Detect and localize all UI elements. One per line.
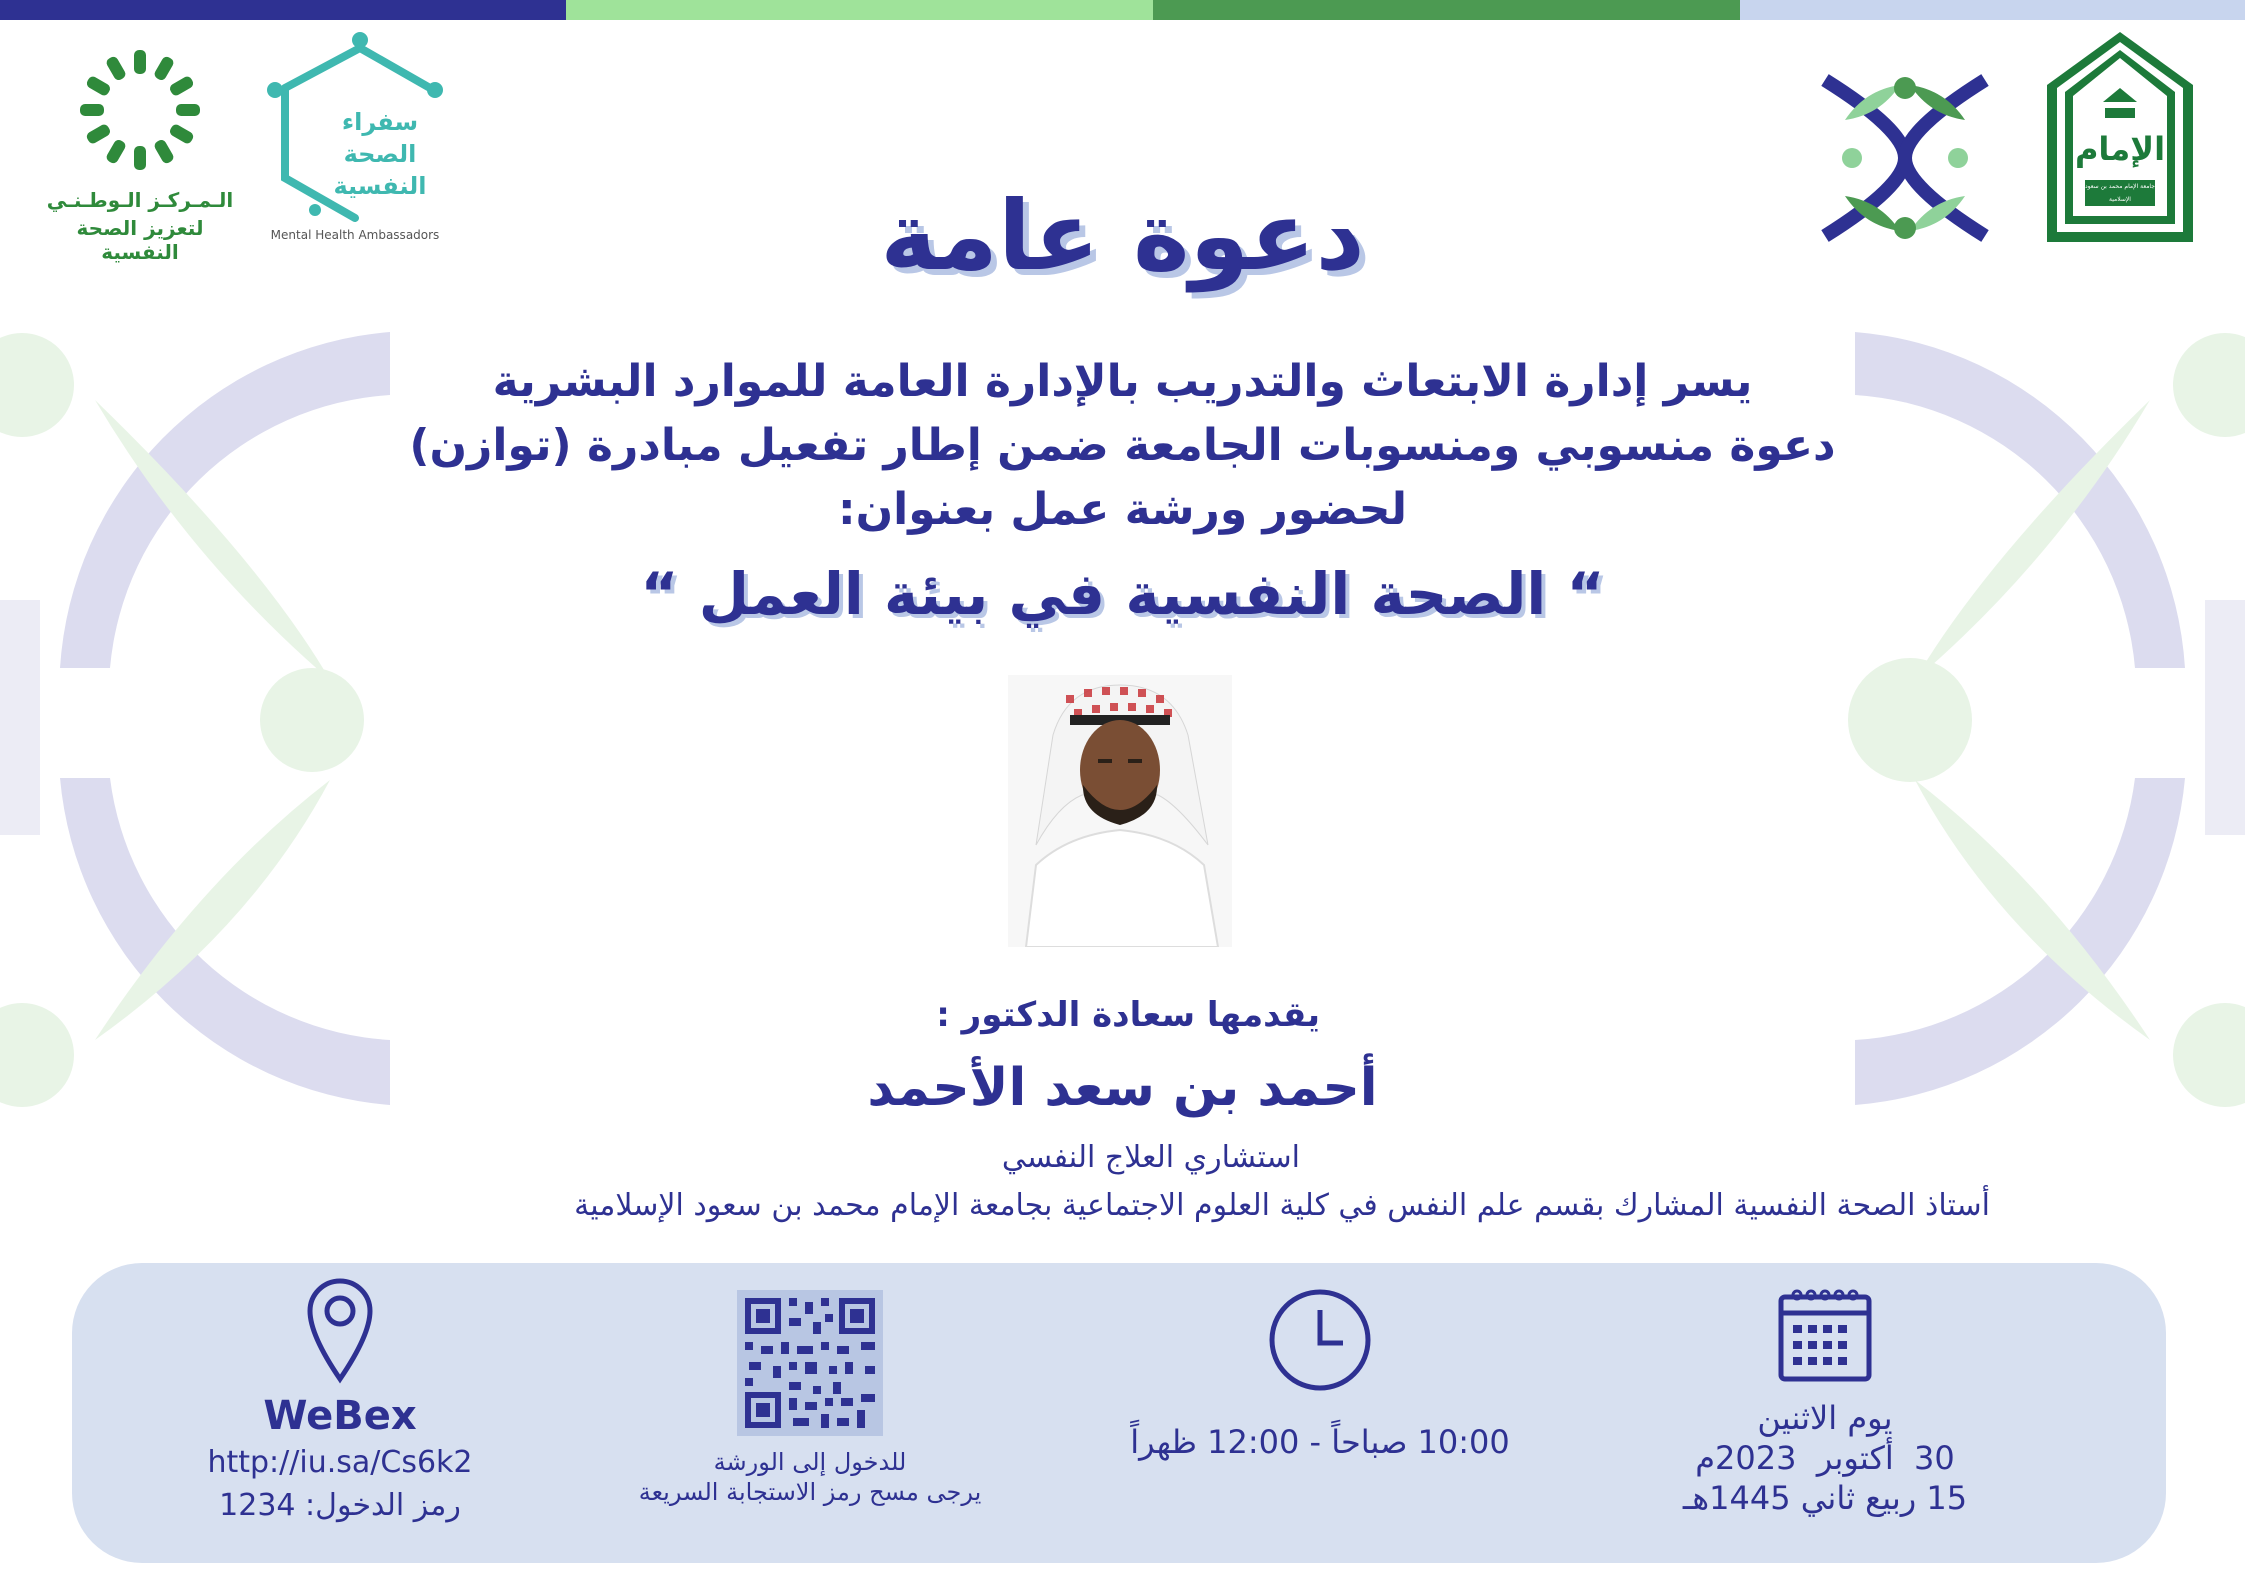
page-title: دعوة عامة	[880, 180, 1365, 292]
date-block	[1640, 1285, 2010, 1517]
ambassadors-line1: سفراء	[341, 108, 419, 136]
date-day: يوم الاثنين	[1757, 1399, 1893, 1437]
presenter-role: استشاري العلاج النفسي	[1001, 1140, 1300, 1175]
location-platform: WeBex	[263, 1393, 417, 1439]
location-block	[170, 1275, 510, 1523]
date-hijri: 15 ربيع ثاني 1445هـ	[1682, 1479, 1968, 1517]
flower-emblem-icon	[40, 40, 240, 180]
date-gregorian: 30 أكتوبر 2023م	[1695, 1439, 1955, 1477]
presenter-affiliation: أستاذ الصحة النفسية المشارك بقسم علم النفس في كلية العلوم الاجتماعية بجامعة الإمام محمد بن سعود الإسلامية	[574, 1188, 1990, 1223]
national-center-line2: لتعزيز الصحة النفسية	[76, 216, 204, 264]
ambassadors-line2: الصحة	[343, 140, 417, 168]
location-code: رمز الدخول: 1234	[219, 1488, 461, 1523]
ambassadors-line3: النفسية	[333, 172, 427, 200]
qr-code-icon[interactable]	[737, 1290, 883, 1436]
time-block	[1110, 1285, 1530, 1461]
ambassadors-english: Mental Health Ambassadors	[270, 228, 440, 242]
clock-icon	[1265, 1285, 1375, 1395]
presenter-intro: يقدمها سعادة الدكتور :	[936, 995, 1320, 1035]
qr-line1: للدخول إلى الورشة	[713, 1448, 907, 1476]
intro-line-1: يسر إدارة الابتعاث والتدريب بالإدارة العامة للموارد البشرية	[492, 356, 1753, 407]
national-center-line1: الـمـركـز الـوطـنـي	[46, 188, 234, 212]
time-text: 10:00 صباحاً - 12:00 ظهراً	[1130, 1423, 1510, 1461]
location-url[interactable]: http://iu.sa/Cs6k2	[207, 1445, 473, 1480]
intro-line-3: لحضور ورشة عمل بعنوان:	[837, 484, 1408, 535]
intro-line-2: دعوة منسوبي ومنسوبات الجامعة ضمن إطار تفعيل مبادرة (توازن)	[409, 420, 1836, 471]
imam-mark-text: الإمام	[2074, 130, 2166, 168]
qr-block	[610, 1290, 1010, 1506]
workshop-title: “ الصحة النفسية في بيئة العمل “	[640, 560, 1605, 628]
calendar-icon	[1775, 1285, 1875, 1385]
qr-line2: يرجى مسح رمز الاستجابة السريعة	[638, 1478, 982, 1506]
presenter-name: أحمد بن سعد الأحمد	[867, 1058, 1378, 1118]
map-pin-icon	[305, 1275, 375, 1385]
presenter-photo	[1008, 675, 1232, 947]
intro-text	[0, 350, 2245, 542]
imam-caption-text: جامعة الإمام محمد بن سعود الإسلامية	[2085, 183, 2155, 203]
